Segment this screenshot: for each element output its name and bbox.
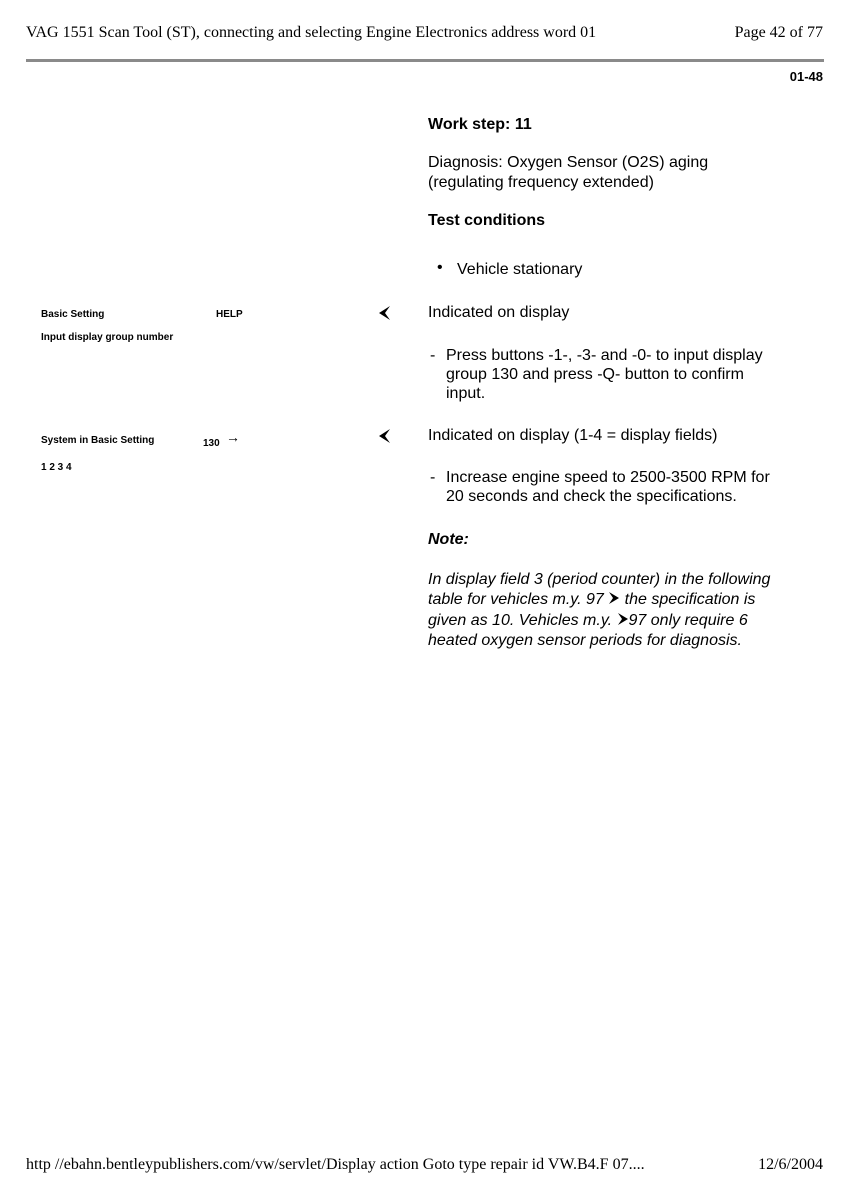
note-text: 97 only require 6 (628, 612, 748, 629)
step1-text-line: input. (446, 385, 486, 402)
step1-text-line: Press buttons -1-, -3- and -0- to input display (446, 347, 763, 364)
note-line (428, 612, 748, 630)
step1-text-line: group 130 and press -Q- button to confirm (446, 366, 744, 383)
diagnosis-line: Diagnosis: Oxygen Sensor (O2S) aging (428, 154, 709, 171)
step2-text-line: 20 seconds and check the specifications. (446, 488, 737, 505)
step-dash: - (430, 469, 436, 486)
footer-date: 12/6/2004 (758, 1156, 823, 1173)
note-heading: Note: (428, 531, 469, 548)
document-title: VAG 1551 Scan Tool (ST), connecting and selecting Engine Electronics address word 01 (26, 24, 597, 41)
page-code: 01-48 (789, 69, 823, 84)
display1-line2: Input display group number (41, 332, 174, 343)
note-line: heated oxygen sensor periods for diagnosis. (428, 632, 742, 649)
arrow-right-icon: → (226, 429, 240, 445)
page-number: Page 42 of 77 (734, 24, 823, 41)
note-text: table for vehicles m.y. 97 (428, 591, 609, 608)
test-conditions-heading: Test conditions (428, 212, 546, 229)
chevron-right-icon (608, 591, 620, 605)
note-line (428, 591, 755, 609)
test-condition-item: Vehicle stationary (457, 261, 583, 278)
work-step-heading: Work step: 11 (428, 116, 532, 133)
diagnosis-line: (regulating frequency extended) (428, 174, 654, 191)
note-text: given as 10. Vehicles m.y. (428, 612, 617, 629)
display2-text-left: System in Basic Setting (41, 435, 155, 446)
step2-text-line: Increase engine speed to 2500-3500 RPM for (446, 469, 770, 486)
chevron-right-icon (617, 612, 629, 626)
bullet-icon: • (437, 259, 443, 276)
step-dash: - (430, 347, 436, 364)
indicated-on-display-1: Indicated on display (428, 304, 570, 321)
note-text: the specification is (620, 591, 756, 608)
indicated-on-display-2: Indicated on display (1-4 = display fields) (428, 427, 718, 444)
display1-text-right: HELP (216, 309, 243, 320)
header-divider (26, 59, 824, 62)
footer-url: http //ebahn.bentleypublishers.com/vw/servlet/Display action Goto type repair id VW.B4.F 07.... (26, 1156, 645, 1173)
pointer-left-icon (376, 305, 392, 321)
note-line: In display field 3 (period counter) in the following (428, 571, 771, 588)
display2-text-right: 130 (203, 438, 220, 449)
display1-text-left: Basic Setting (41, 309, 105, 320)
display2-line2: 1 2 3 4 (41, 462, 72, 473)
pointer-left-icon (376, 428, 392, 444)
